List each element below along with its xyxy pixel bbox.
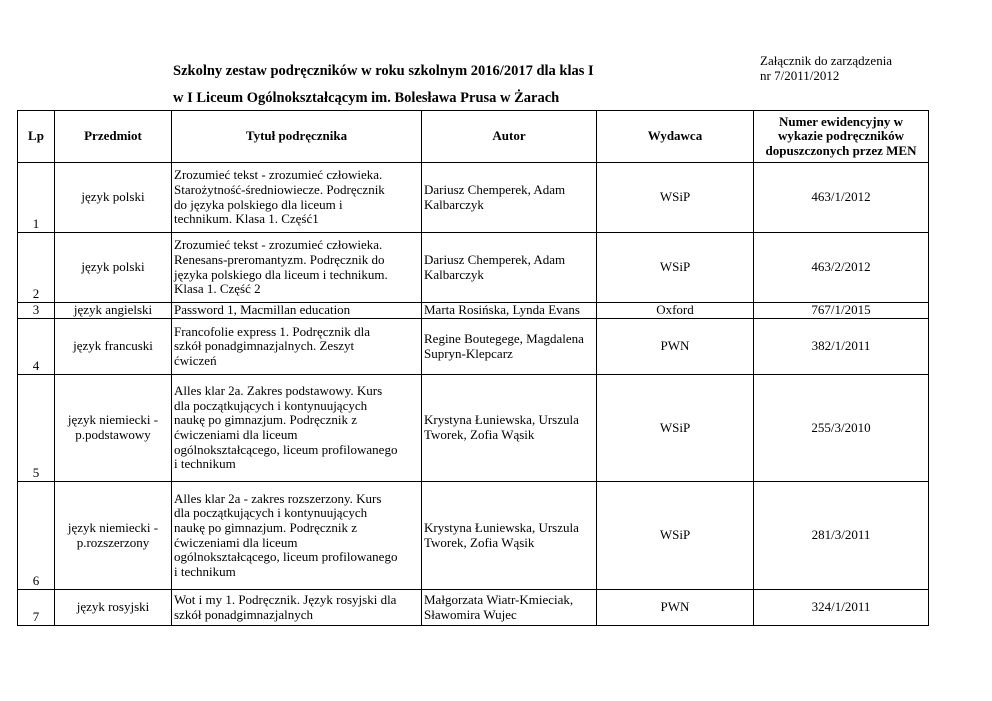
row-subject: język angielski	[55, 303, 172, 319]
row-number: 324/1/2011	[754, 590, 929, 626]
column-header-number: Numer ewidencyjny w wykazie podręczników dopuszczonych przez MEN	[754, 111, 929, 163]
row-publisher: WSiP	[597, 233, 754, 303]
row-lp: 3	[18, 303, 55, 319]
row-publisher: PWN	[597, 590, 754, 626]
row-number: 463/2/2012	[754, 233, 929, 303]
row-lp: 2	[18, 233, 55, 303]
row-title: Password 1, Macmillan education	[172, 303, 422, 319]
textbook-table	[17, 110, 929, 626]
row-number: 382/1/2011	[754, 319, 929, 375]
table-row	[18, 303, 929, 319]
table-row	[18, 375, 929, 482]
column-header-subject: Przedmiot	[55, 111, 172, 163]
row-title: Francofolie express 1. Podręcznik dla szkół ponadgimnazjalnych. Zeszyt ćwiczeń	[172, 319, 422, 375]
row-publisher: WSiP	[597, 163, 754, 233]
column-header-author: Autor	[422, 111, 597, 163]
document-title-line-1: Szkolny zestaw podręczników w roku szkolnym 2016/2017 dla klas I	[173, 63, 594, 79]
row-author: Regine Boutegege, Magdalena Supryn-Klepcarz	[422, 319, 597, 375]
row-lp: 6	[18, 482, 55, 590]
row-subject: język niemiecki - p.rozszerzony	[55, 482, 172, 590]
row-title: Wot i my 1. Podręcznik. Język rosyjski dla szkół ponadgimnazjalnych	[172, 590, 422, 626]
row-title: Zrozumieć tekst - zrozumieć człowieka. Starożytność-średniowiecze. Podręcznik do języka polskiego dla liceum i technikum. Klasa 1. Część1	[172, 163, 422, 233]
row-lp: 1	[18, 163, 55, 233]
table-row	[18, 163, 929, 233]
table-row	[18, 590, 929, 626]
row-author: Małgorzata Wiatr-Kmieciak, Sławomira Wujec	[422, 590, 597, 626]
row-publisher: PWN	[597, 319, 754, 375]
table-row	[18, 482, 929, 590]
row-subject: język polski	[55, 163, 172, 233]
row-author: Krystyna Łuniewska, Urszula Tworek, Zofia Wąsik	[422, 482, 597, 590]
table-header-row	[18, 111, 929, 163]
column-header-title: Tytuł podręcznika	[172, 111, 422, 163]
row-lp: 4	[18, 319, 55, 375]
row-subject: język rosyjski	[55, 590, 172, 626]
row-subject: język francuski	[55, 319, 172, 375]
row-number: 255/3/2010	[754, 375, 929, 482]
row-title: Zrozumieć tekst - zrozumieć człowieka. Renesans-preromantyzm. Podręcznik do języka polskiego dla liceum i technikum. Klasa 1. Część 2	[172, 233, 422, 303]
row-number: 463/1/2012	[754, 163, 929, 233]
row-subject: język niemiecki - p.podstawowy	[55, 375, 172, 482]
row-author: Dariusz Chemperek, Adam Kalbarczyk	[422, 233, 597, 303]
row-author: Marta Rosińska, Lynda Evans	[422, 303, 597, 319]
row-title: Alles klar 2a - zakres rozszerzony. Kurs dla początkujących i kontynuujących naukę po gimnazjum. Podręcznik z ćwiczeniami dla liceum ogólnokształcącego, liceum profilowanego i technikum	[172, 482, 422, 590]
document-title-line-2: w I Liceum Ogólnokształcącym im. Bolesława Prusa w Żarach	[173, 90, 560, 106]
row-number: 767/1/2015	[754, 303, 929, 319]
row-author: Krystyna Łuniewska, Urszula Tworek, Zofia Wąsik	[422, 375, 597, 482]
column-header-publisher: Wydawca	[597, 111, 754, 163]
row-lp: 5	[18, 375, 55, 482]
row-title: Alles klar 2a. Zakres podstawowy. Kurs dla początkujących i kontynuujących naukę po gimnazjum. Podręcznik z ćwiczeniami dla liceum ogólnokształcącego, liceum profilowanego i technikum	[172, 375, 422, 482]
attachment-note-line-1: Załącznik do zarządzenia	[760, 53, 893, 68]
row-publisher: Oxford	[597, 303, 754, 319]
row-publisher: WSiP	[597, 482, 754, 590]
table-row	[18, 233, 929, 303]
row-subject: język polski	[55, 233, 172, 303]
row-author: Dariusz Chemperek, Adam Kalbarczyk	[422, 163, 597, 233]
row-number: 281/3/2011	[754, 482, 929, 590]
attachment-note-line-2: nr 7/2011/2012	[760, 68, 840, 83]
row-lp: 7	[18, 590, 55, 626]
table-row	[18, 319, 929, 375]
row-publisher: WSiP	[597, 375, 754, 482]
column-header-lp: Lp	[18, 111, 55, 163]
attachment-note	[760, 53, 892, 83]
